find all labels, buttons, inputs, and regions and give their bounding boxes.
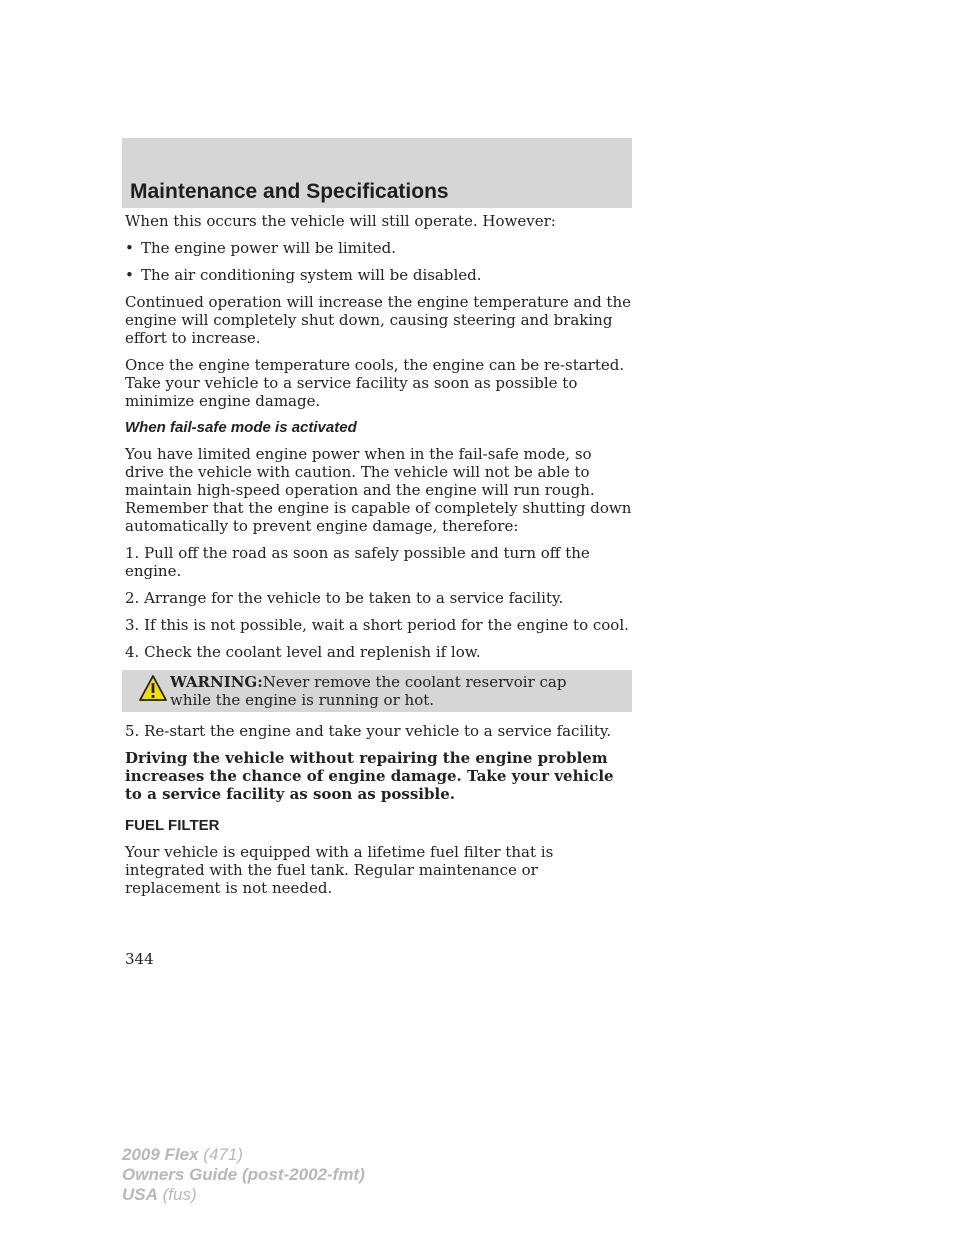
bullet-dot: • <box>125 266 134 284</box>
footer-market: USA <box>122 1185 158 1204</box>
section-title: Maintenance and Specifications <box>130 180 449 203</box>
engine-damage-warning-paragraph: Driving the vehicle without repairing the engine problem increases the chance of engine damage. Take your vehicle to a service facility as soon as possible. <box>125 749 614 803</box>
fuel-filter-paragraph: Your vehicle is equipped with a lifetime fuel filter that is integrated with the fuel tank. Regular maintenance or replacement is not needed. <box>125 843 554 897</box>
step-item: 5. Re-start the engine and take your vehicle to a service facility. <box>125 722 612 740</box>
bullet-item <box>125 266 635 284</box>
fuel-filter-heading: FUEL FILTER <box>125 817 220 834</box>
failsafe-subheading: When fail-safe mode is activated <box>125 419 357 436</box>
page-number: 344 <box>125 950 154 968</box>
bullet-dot: • <box>125 239 134 257</box>
intro-paragraph: When this occurs the vehicle will still operate. However: <box>125 212 556 230</box>
section-header-band <box>122 138 632 208</box>
footer-line-1 <box>122 1145 365 1165</box>
page-content <box>125 212 635 906</box>
footer-market-code: (fus) <box>162 1185 197 1204</box>
engine-cools-paragraph: Once the engine temperature cools, the engine can be re-started. Take your vehicle to a service facility as soon as possible to minimize engine damage. <box>125 356 625 410</box>
step-item: 3. If this is not possible, wait a short period for the engine to cool. <box>125 616 629 634</box>
bullet-text: The air conditioning system will be disabled. <box>141 266 482 284</box>
footer-line-2 <box>122 1165 365 1185</box>
footer-line-3 <box>122 1185 365 1205</box>
warning-label: WARNING: <box>170 673 263 691</box>
document-footer <box>122 1145 365 1205</box>
footer-guide: Owners Guide (post-2002-fmt) <box>122 1165 365 1184</box>
continued-operation-paragraph: Continued operation will increase the engine temperature and the engine will completely shut down, causing steering and braking effort to increase. <box>125 293 632 347</box>
footer-model: 2009 Flex <box>122 1145 199 1164</box>
step-item: 1. Pull off the road as soon as safely possible and turn off the engine. <box>125 544 590 580</box>
warning-message: Never remove the coolant reservoir cap while the engine is running or hot. <box>170 673 567 709</box>
bullet-text: The engine power will be limited. <box>141 239 396 257</box>
step-item: 2. Arrange for the vehicle to be taken to a service facility. <box>125 589 564 607</box>
step-item: 4. Check the coolant level and replenish if low. <box>125 643 481 661</box>
warning-box <box>122 670 632 712</box>
warning-triangle-icon <box>138 674 168 702</box>
footer-model-code: (471) <box>203 1145 243 1164</box>
bullet-item <box>125 239 635 257</box>
failsafe-paragraph: You have limited engine power when in the fail-safe mode, so drive the vehicle with caution. The vehicle will not be able to maintain high-speed operation and the engine will run rough. Remember that the engine is capable of completely shutting down automatically to prevent engine damage, therefore: <box>125 445 632 535</box>
warning-text <box>170 673 610 709</box>
